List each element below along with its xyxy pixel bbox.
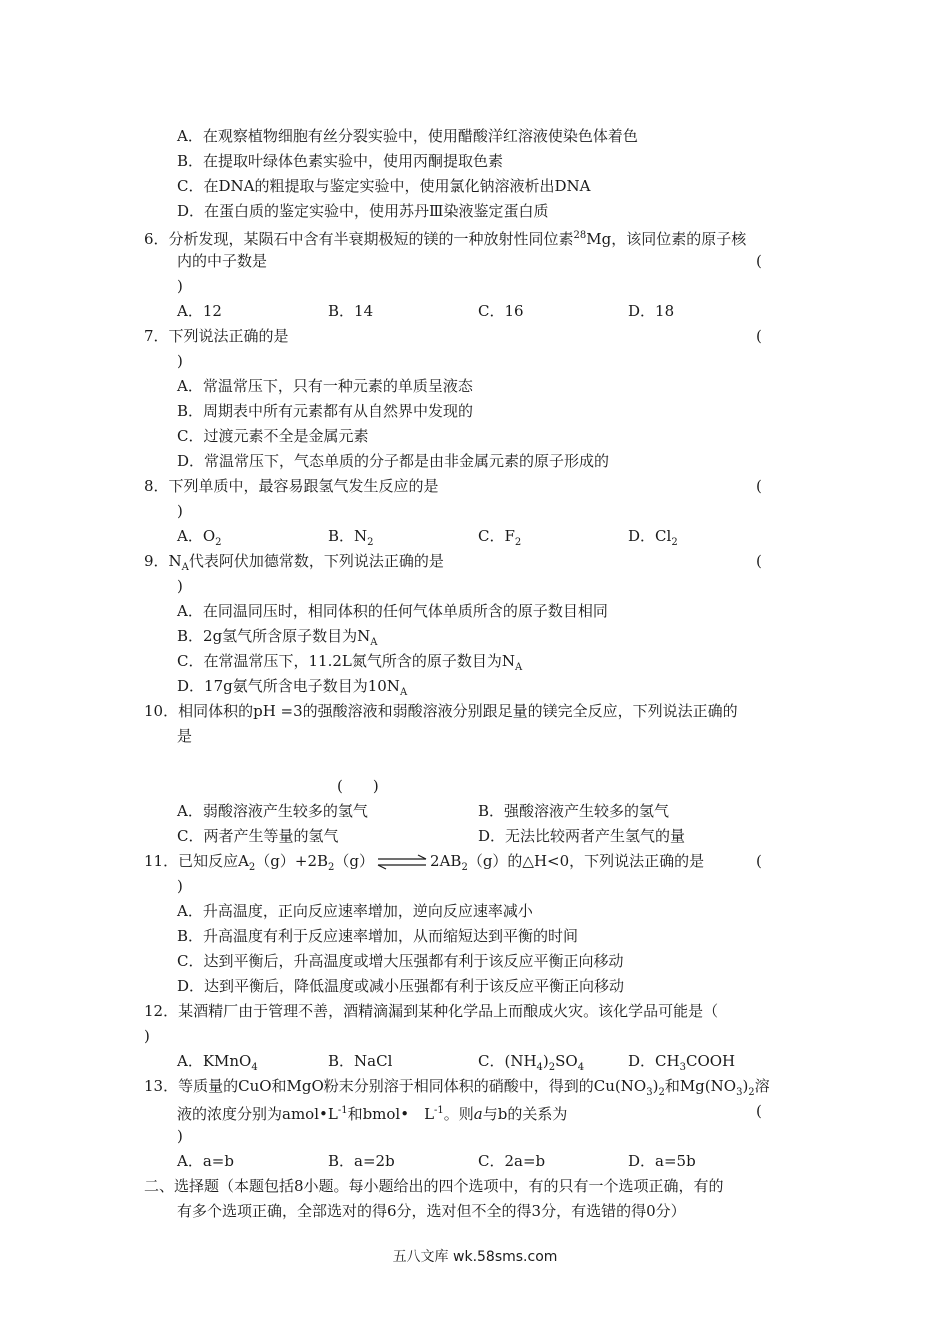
q11-option-a: A．升高温度，正向反应速率增加，逆向反应速率减小 — [177, 902, 533, 920]
q13-stem-cont: 液的浓度分别为$amol•L^{-1}$和bmol• $L^{-1}$。则a与b的关系为 — [177, 1105, 568, 1123]
q8-paren-close: ) — [177, 502, 183, 520]
q6-option-a: A．12 — [177, 302, 222, 320]
q8-option-a: A．$O_2$ — [177, 527, 222, 548]
q8-option-d: D．$Cl_2$ — [628, 527, 678, 548]
q7-paren-close: ) — [177, 352, 183, 370]
q9-option-b: B．2g氢气所含原子数目为$N_A$ — [177, 627, 378, 648]
q13-option-c: C．2a=b — [478, 1152, 546, 1170]
q9-option-a: A．在同温同压时，相同体积的任何气体单质所含的原子数目相同 — [177, 602, 608, 620]
equilibrium-arrow-icon — [376, 854, 428, 870]
q8-option-c: C．$F_2$ — [478, 527, 522, 548]
q9-paren-open: ( — [756, 552, 762, 570]
q12-option-a: A．KMnO$_4$ — [177, 1052, 258, 1073]
q13-option-a: A．a=b — [177, 1152, 234, 1170]
q9-option-c: C．在常温常压下，11.2L氮气所含的原子数目为$N_A$ — [177, 652, 523, 673]
q13-option-d: D．a=5b — [628, 1152, 696, 1170]
q5-option-d: D．在蛋白质的鉴定实验中，使用苏丹Ⅲ染液鉴定蛋白质 — [177, 202, 549, 220]
q6-stem: 6．分析发现，某陨石中含有半衰期极短的镁的一种放射性同位素$^{28}$Mg，该同位素的原子核 — [144, 230, 747, 248]
q5-option-a: A．在观察植物细胞有丝分裂实验中，使用醋酸洋红溶液使染色体着色 — [177, 127, 638, 145]
q7-option-d: D．常温常压下，气态单质的分子都是由非金属元素的原子形成的 — [177, 452, 610, 470]
q6-option-d: D．18 — [628, 302, 675, 320]
q8-paren-open: ( — [756, 477, 762, 495]
q6-stem-cont: 内的中子数是 — [177, 252, 268, 270]
q10-option-c: C．两者产生等量的氢气 — [177, 827, 339, 845]
q11-paren-open: ( — [756, 852, 762, 870]
q10-paren: ( ) — [337, 777, 379, 795]
q12-option-b: B．NaCl — [328, 1052, 393, 1070]
q13-paren-open: ( — [756, 1102, 762, 1120]
q12-option-c: C．$(NH_4)_2SO_4$ — [478, 1052, 585, 1073]
q10-option-a: A．弱酸溶液产生较多的氢气 — [177, 802, 368, 820]
q11-option-b: B．升高温度有利于反应速率增加，从而缩短达到平衡的时间 — [177, 927, 579, 945]
q7-option-c: C．过渡元素不全是金属元素 — [177, 427, 369, 445]
section-2-heading: 二、选择题（本题包括8小题。每小题给出的四个选项中，有的只有一个选项正确，有的 — [144, 1177, 724, 1195]
q11-option-d: D．达到平衡后，降低温度或减小压强都有利于该反应平衡正向移动 — [177, 977, 625, 995]
q11-option-c: C．达到平衡后，升高温度或增大压强都有利于该反应平衡正向移动 — [177, 952, 624, 970]
q8-option-b: B．$N_2$ — [328, 527, 374, 548]
q7-stem: 7．下列说法正确的是 — [144, 327, 289, 345]
q6-option-c: C．16 — [478, 302, 524, 320]
q6-paren-close: ) — [177, 277, 183, 295]
q7-paren-open: ( — [756, 327, 762, 345]
section-2-heading-cont: 有多个选项正确，全部选对的得6分，选对但不全的得3分，有选错的得0分） — [177, 1202, 686, 1220]
q7-option-a: A．常温常压下，只有一种元素的单质呈液态 — [177, 377, 473, 395]
q13-option-b: B．a=2b — [328, 1152, 395, 1170]
q12-stem: 12．某酒精厂由于管理不善，酒精滴漏到某种化学品上而酿成火灾。该化学品可能是（ — [144, 1002, 719, 1020]
q5-option-c: C．在DNA的粗提取与鉴定实验中，使用氯化钠溶液析出DNA — [177, 177, 591, 195]
q13-stem: 13．等质量的CuO和MgO粉末分别溶于相同体积的硝酸中，得到的$Cu(NO_3)_2$和$Mg(NO_3)_2$溶 — [144, 1077, 770, 1098]
q12-option-d: D．$CH_3COOH$ — [628, 1052, 736, 1073]
q9-paren-close: ) — [177, 577, 183, 595]
q6-paren-open: ( — [756, 252, 762, 270]
q7-option-b: B．周期表中所有元素都有从自然界中发现的 — [177, 402, 474, 420]
q12-paren-close: ) — [144, 1027, 150, 1045]
q11-paren-close: ) — [177, 877, 183, 895]
q10-stem-cont: 是 — [177, 727, 193, 745]
q6-option-b: B．14 — [328, 302, 374, 320]
q10-option-d: D．无法比较两者产生氢气的量 — [478, 827, 686, 845]
q10-stem: 10．相同体积的pH =3的强酸溶液和弱酸溶液分别跟足量的镁完全反应，下列说法正确的 — [144, 702, 738, 720]
q8-stem: 8．下列单质中，最容易跟氢气发生反应的是 — [144, 477, 439, 495]
q13-paren-close: ) — [177, 1127, 183, 1145]
q10-option-b: B．强酸溶液产生较多的氢气 — [478, 802, 670, 820]
q9-option-d: D．17g氨气所含电子数目为$10N_A$ — [177, 677, 408, 698]
q9-stem: 9．$N_A$代表阿伏加德常数，下列说法正确的是 — [144, 552, 444, 573]
q5-option-b: B．在提取叶绿体色素实验中，使用丙酮提取色素 — [177, 152, 504, 170]
q11-stem: 11．已知反应$A_2(g)+2B_2(g)$ $2AB_2(g)$的△H<0，下列说法正确的是 — [144, 852, 705, 873]
page-footer: 五八文库 wk.58sms.com — [392, 1249, 558, 1265]
